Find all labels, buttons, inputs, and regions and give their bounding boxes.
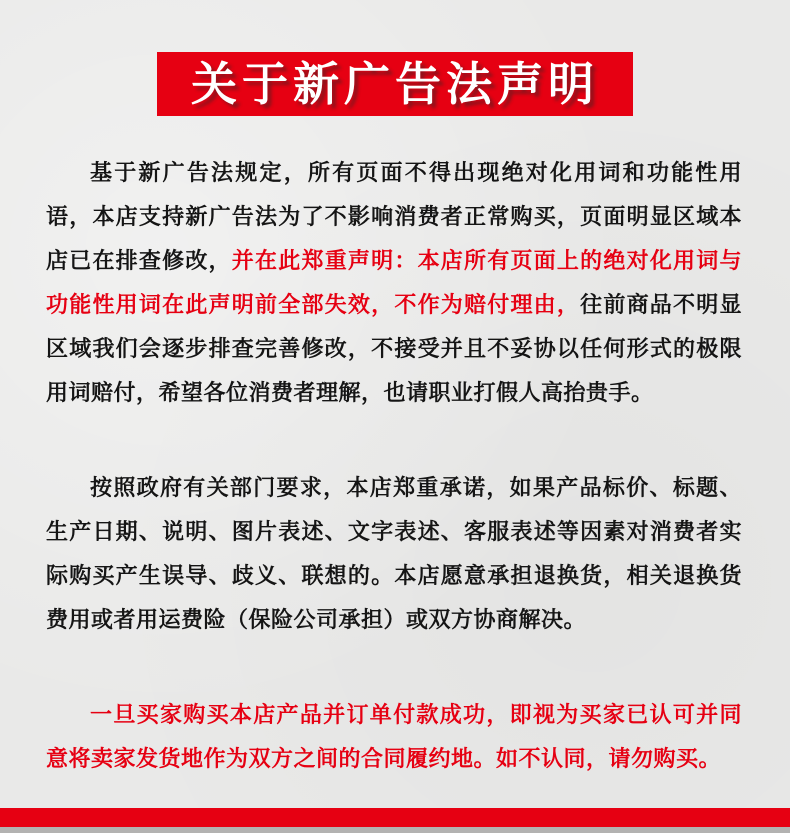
bottom-red-divider xyxy=(0,808,790,827)
bottom-gray-strip xyxy=(0,827,790,833)
p1-black-lead-text: 基于新广告法规定，所有页面不得出现绝对化用词和功能性用语，本店支持新广告法为了不影响消费者正常购买，页面明显区域本店已在排查修改， xyxy=(46,161,742,274)
title-banner xyxy=(157,52,633,116)
notice-body xyxy=(0,152,790,782)
paragraph-purchase-agreement: 一旦买家购买本店产品并订单付款成功，即视为买家已认可并同意将卖家发货地作为双方之间的合同履约地。如不认同，请勿购买。 xyxy=(46,703,742,772)
paragraph-ad-law-statement xyxy=(46,152,742,416)
p1-black-tail-text: 往前商品不明显区域我们会逐步排查完善修改，不接受并且不妥协以任何形式的极限用词赔付，希望各位消费者理解，也请职业打假人高抬贵手。 xyxy=(46,293,742,406)
page-title: 关于新广告法声明 xyxy=(191,57,599,111)
paragraph-government-promise: 按照政府有关部门要求，本店郑重承诺，如果产品标价、标题、生产日期、说明、图片表述、文字表述、客服表述等因素对消费者实际购买产生误导、歧义、联想的。本店愿意承担退换货，相关退换货费用或者用运费险（保险公司承担）或双方协商解决。 xyxy=(46,476,742,633)
p1-red-clause-text: 并在此郑重声明：本店所有页面上的绝对化用词与功能性用词在此声明前全部失效，不作为赔付理由， xyxy=(46,249,742,318)
